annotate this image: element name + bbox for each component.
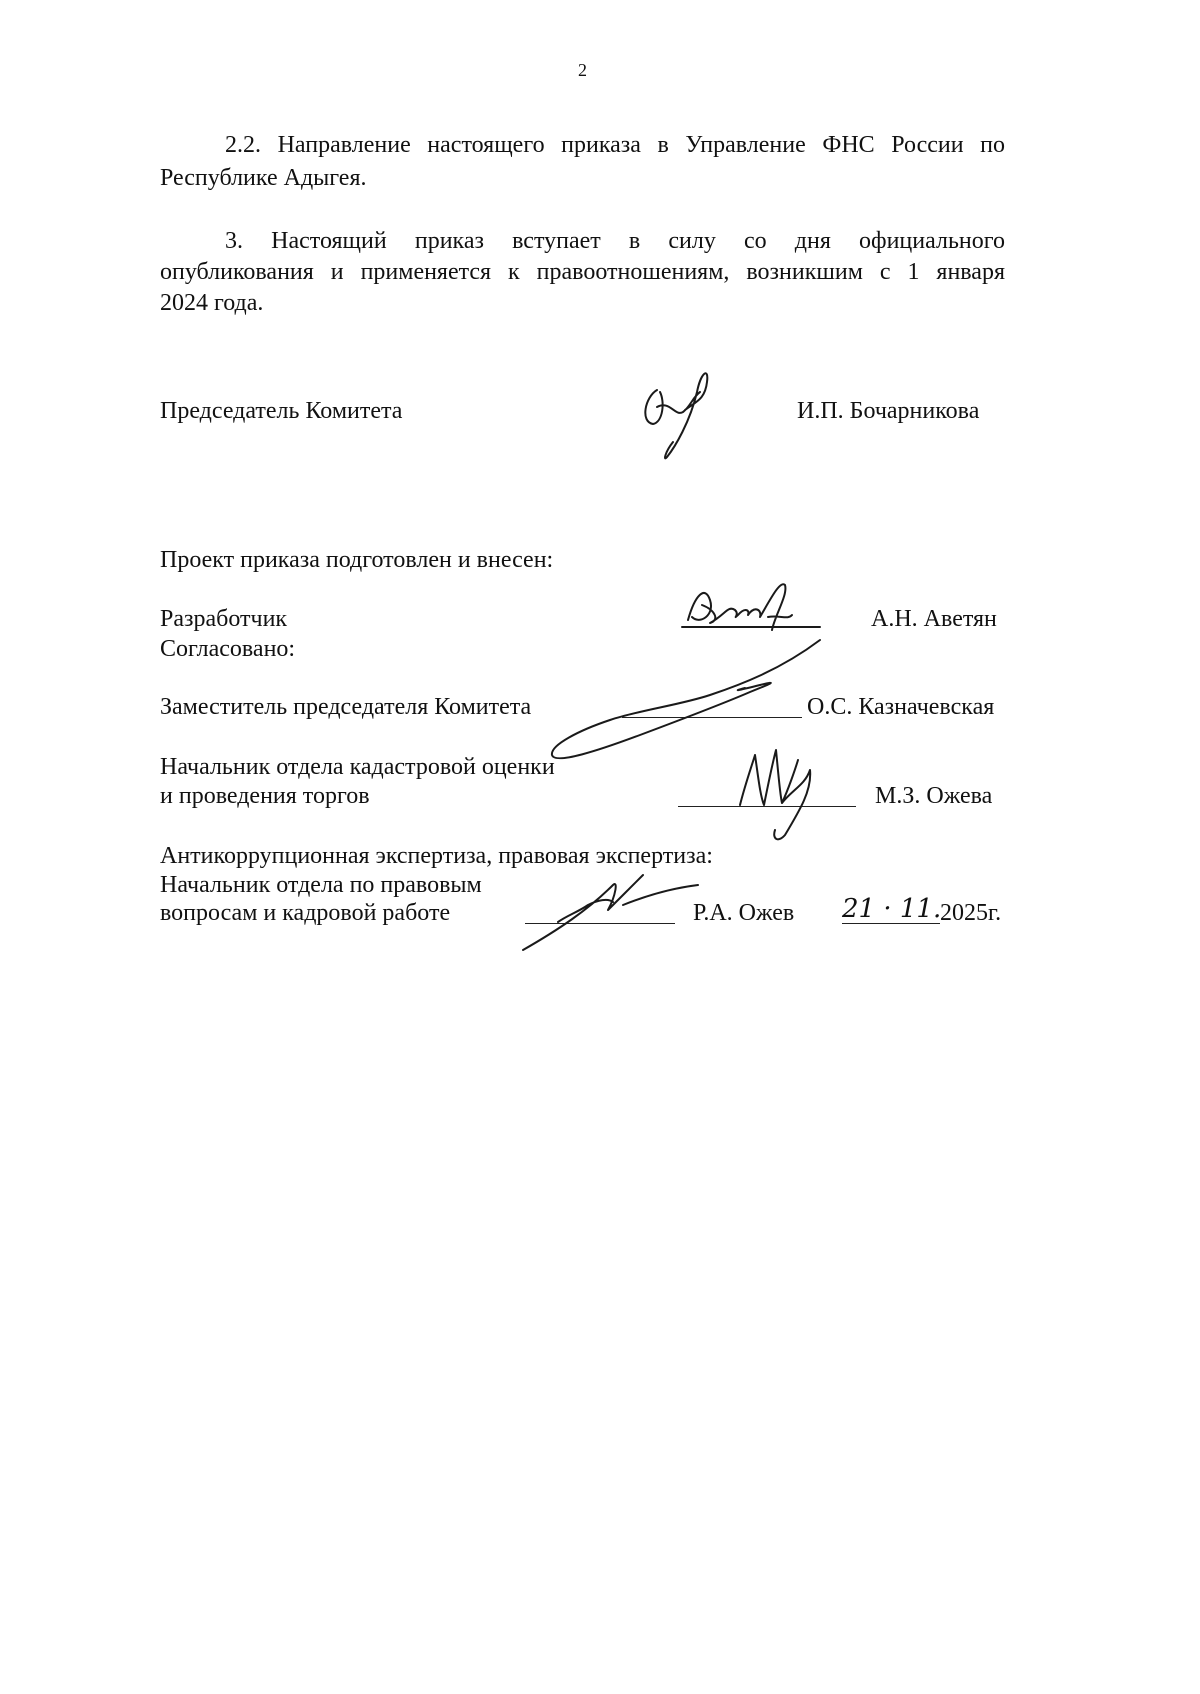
deputy-label: Заместитель председателя Комитета (160, 694, 532, 720)
paragraph-3-line-3: 2024 года. (160, 290, 264, 316)
legal-head-name: Р.А. Ожев (693, 900, 795, 926)
chairman-name: И.П. Бочарникова (797, 398, 980, 424)
cadastral-head-signature (730, 735, 830, 845)
paragraph-3-line-1: 3. Настоящий приказ вступает в силу со дня официального (225, 228, 1005, 254)
agreed-label: Согласовано: (160, 636, 296, 662)
legal-head-label-line-2: вопросам и кадровой работе (160, 900, 451, 926)
cadastral-head-label-line-1: Начальник отдела кадастровой оценки (160, 754, 555, 780)
cadastral-head-label-line-2: и проведения торгов (160, 783, 370, 809)
chairman-title: Председатель Комитета (160, 398, 403, 424)
date-line (842, 923, 940, 924)
legal-head-label-line-1: Начальник отдела по правовым (160, 872, 482, 898)
approval-date-handwritten: 21 · 11. (842, 894, 942, 924)
page-number: 2 (578, 60, 587, 80)
legal-head-signature (518, 860, 718, 960)
developer-name: А.Н. Аветян (871, 606, 997, 632)
cadastral-head-name: М.З. Ожева (875, 783, 993, 809)
expertise-heading: Антикоррупционная экспертиза, правовая экспертиза: (160, 843, 713, 869)
chairman-signature (635, 362, 725, 462)
approval-date-year: 2025г. (940, 900, 1002, 926)
paragraph-2-2-line-1: 2.2. Направление настоящего приказа в Управление ФНС России по (225, 132, 1005, 158)
paragraph-2-2-line-2: Республике Адыгея. (160, 165, 367, 191)
paragraph-3-line-2: опубликования и применяется к правоотношениям, возникшим с 1 января (160, 259, 1005, 285)
deputy-name: О.С. Казначевская (807, 694, 995, 720)
developer-label: Разработчик (160, 606, 288, 632)
approval-heading: Проект приказа подготовлен и внесен: (160, 547, 554, 573)
